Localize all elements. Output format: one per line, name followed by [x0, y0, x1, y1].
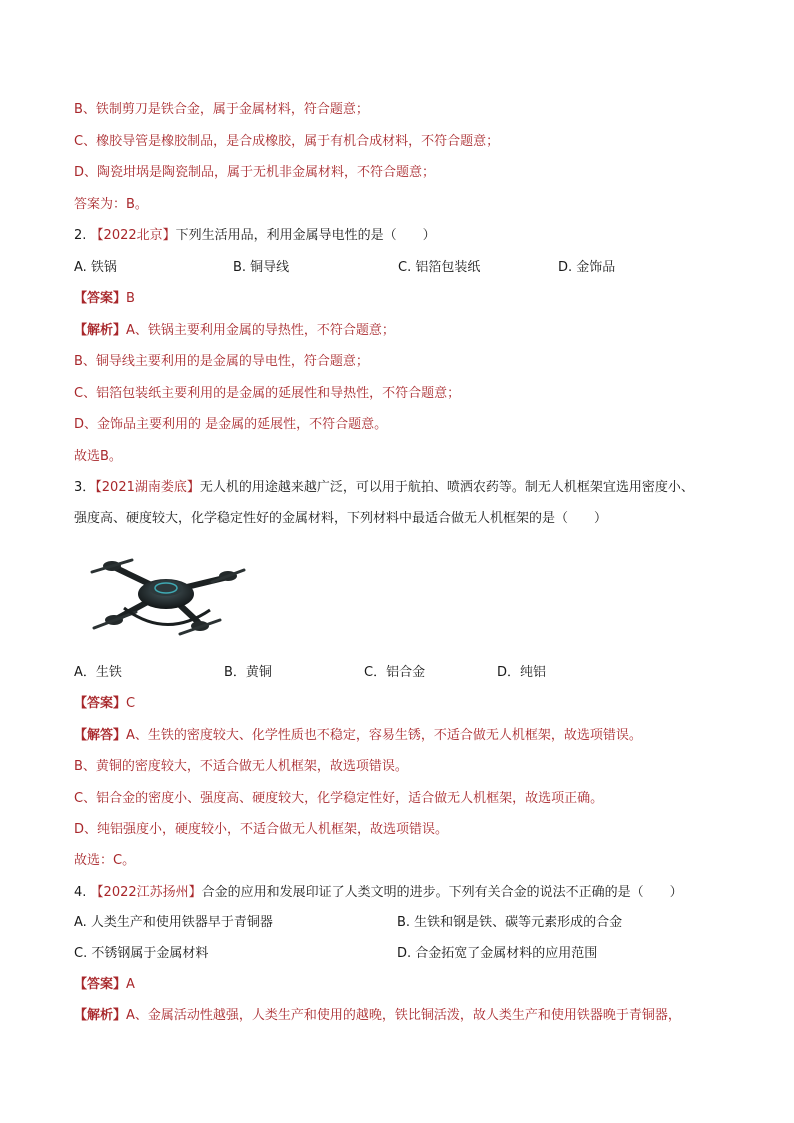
q4-option-d: D. 合金拓宽了金属材料的应用范围 — [397, 946, 598, 961]
q3-answer — [74, 695, 135, 713]
q4-option-b: B. 生铁和钢是铁、碳等元素形成的合金 — [397, 915, 623, 930]
q3-answer-value: C — [126, 696, 136, 711]
q4-answer-tag: 【答案】 — [74, 977, 127, 992]
q4-stem-text: 合金的应用和发展印证了人类文明的进步。下列有关合金的说法不正确的是（ ） — [201, 885, 683, 900]
q2-analysis-tag: 【解析】 — [74, 323, 127, 338]
q2-answer-value: B — [126, 291, 135, 306]
q3-source: 【2021湖南娄底】 — [95, 480, 200, 495]
q3-number: 3． — [74, 480, 96, 495]
q4-analysis-a — [74, 1007, 681, 1025]
q2-analysis-a — [74, 322, 395, 340]
q4-source: 【2022江苏扬州】 — [90, 885, 202, 900]
q2-answer — [74, 290, 135, 308]
q3-analysis-tag: 【解答】 — [74, 728, 127, 743]
q2-analysis-b: B、铜导线主要利用的是金属的导电性，符合题意； — [74, 354, 369, 369]
q3-answer-tag: 【答案】 — [74, 696, 127, 711]
q3-analysis-d: D、纯铝强度小，硬度较小，不适合做无人机框架，故选项错误。 — [74, 822, 449, 837]
q2-source: 【2022北京】 — [90, 228, 176, 243]
q3-option-b: B．黄铜 — [224, 665, 272, 680]
q4-option-a: A. 人类生产和使用铁器早于青铜器 — [74, 915, 273, 930]
q2-analysis-a-text: A、铁锅主要利用金属的导热性，不符合题意； — [126, 323, 395, 338]
q2-option-c: C. 铝箔包装纸 — [398, 260, 481, 275]
q2-stem — [74, 227, 436, 245]
q4-stem — [74, 884, 683, 902]
q2-option-a: A. 铁锅 — [74, 260, 117, 275]
q4-analysis-a-text: A、金属活动性越强，人类生产和使用的越晚，铁比铜活泼，故人类生产和使用铁器晚于青铜器， — [126, 1008, 681, 1023]
q2-analysis-d: D、金饰品主要利用的 是金属的延展性，不符合题意。 — [74, 417, 388, 432]
q2-analysis-c: C、铝箔包装纸主要利用的是金属的延展性和导热性，不符合题意； — [74, 386, 461, 401]
q3-stem-text1: 无人机的用途越来越广泛，可以用于航拍、喷洒农药等。制无人机框架宜选用密度小、 — [199, 480, 694, 495]
q4-analysis-tag: 【解析】 — [74, 1008, 127, 1023]
q1-answer: 答案为：B。 — [74, 197, 148, 212]
q4-answer-value: A — [126, 977, 135, 992]
q2-option-b: B. 铜导线 — [233, 260, 290, 275]
q3-option-a: A．生铁 — [74, 665, 122, 680]
q1-analysis-c: C、橡胶导管是橡胶制品，是合成橡胶，属于有机合成材料，不符合题意； — [74, 134, 500, 149]
q3-stem-line2: 强度高、硬度较大，化学稳定性好的金属材料，下列材料中最适合做无人机框架的是（ ） — [74, 511, 608, 526]
drone-image — [86, 548, 246, 640]
q2-conclusion: 故选B。 — [74, 449, 122, 464]
q3-analysis-c: C、铝合金的密度小、强度高、硬度较大，化学稳定性好，适合做无人机框架，故选项正确。 — [74, 791, 604, 806]
q1-analysis-d: D、陶瓷坩埚是陶瓷制品，属于无机非金属材料，不符合题意； — [74, 165, 436, 180]
q2-number: 2. — [74, 228, 91, 243]
q3-analysis-a-text: A、生铁的密度较大、化学性质也不稳定，容易生锈，不适合做无人机框架，故选项错误。 — [126, 728, 642, 743]
q3-conclusion: 故选：C。 — [74, 853, 136, 868]
q3-analysis-a — [74, 727, 642, 745]
q4-option-c: C. 不锈钢属于金属材料 — [74, 946, 209, 961]
q2-option-d: D. 金饰品 — [558, 260, 616, 275]
q3-option-d: D．纯铝 — [497, 665, 547, 680]
q2-stem-text: 下列生活用品，利用金属导电性的是（ ） — [175, 228, 436, 243]
q3-option-c: C．铝合金 — [364, 665, 426, 680]
q3-analysis-b: B、黄铜的密度较大，不适合做无人机框架，故选项错误。 — [74, 759, 408, 774]
q2-answer-tag: 【答案】 — [74, 291, 127, 306]
q1-analysis-b: B、铁制剪刀是铁合金，属于金属材料，符合题意； — [74, 102, 369, 117]
q4-answer — [74, 976, 135, 994]
q4-number: 4. — [74, 885, 91, 900]
q3-stem-line1 — [74, 479, 694, 497]
